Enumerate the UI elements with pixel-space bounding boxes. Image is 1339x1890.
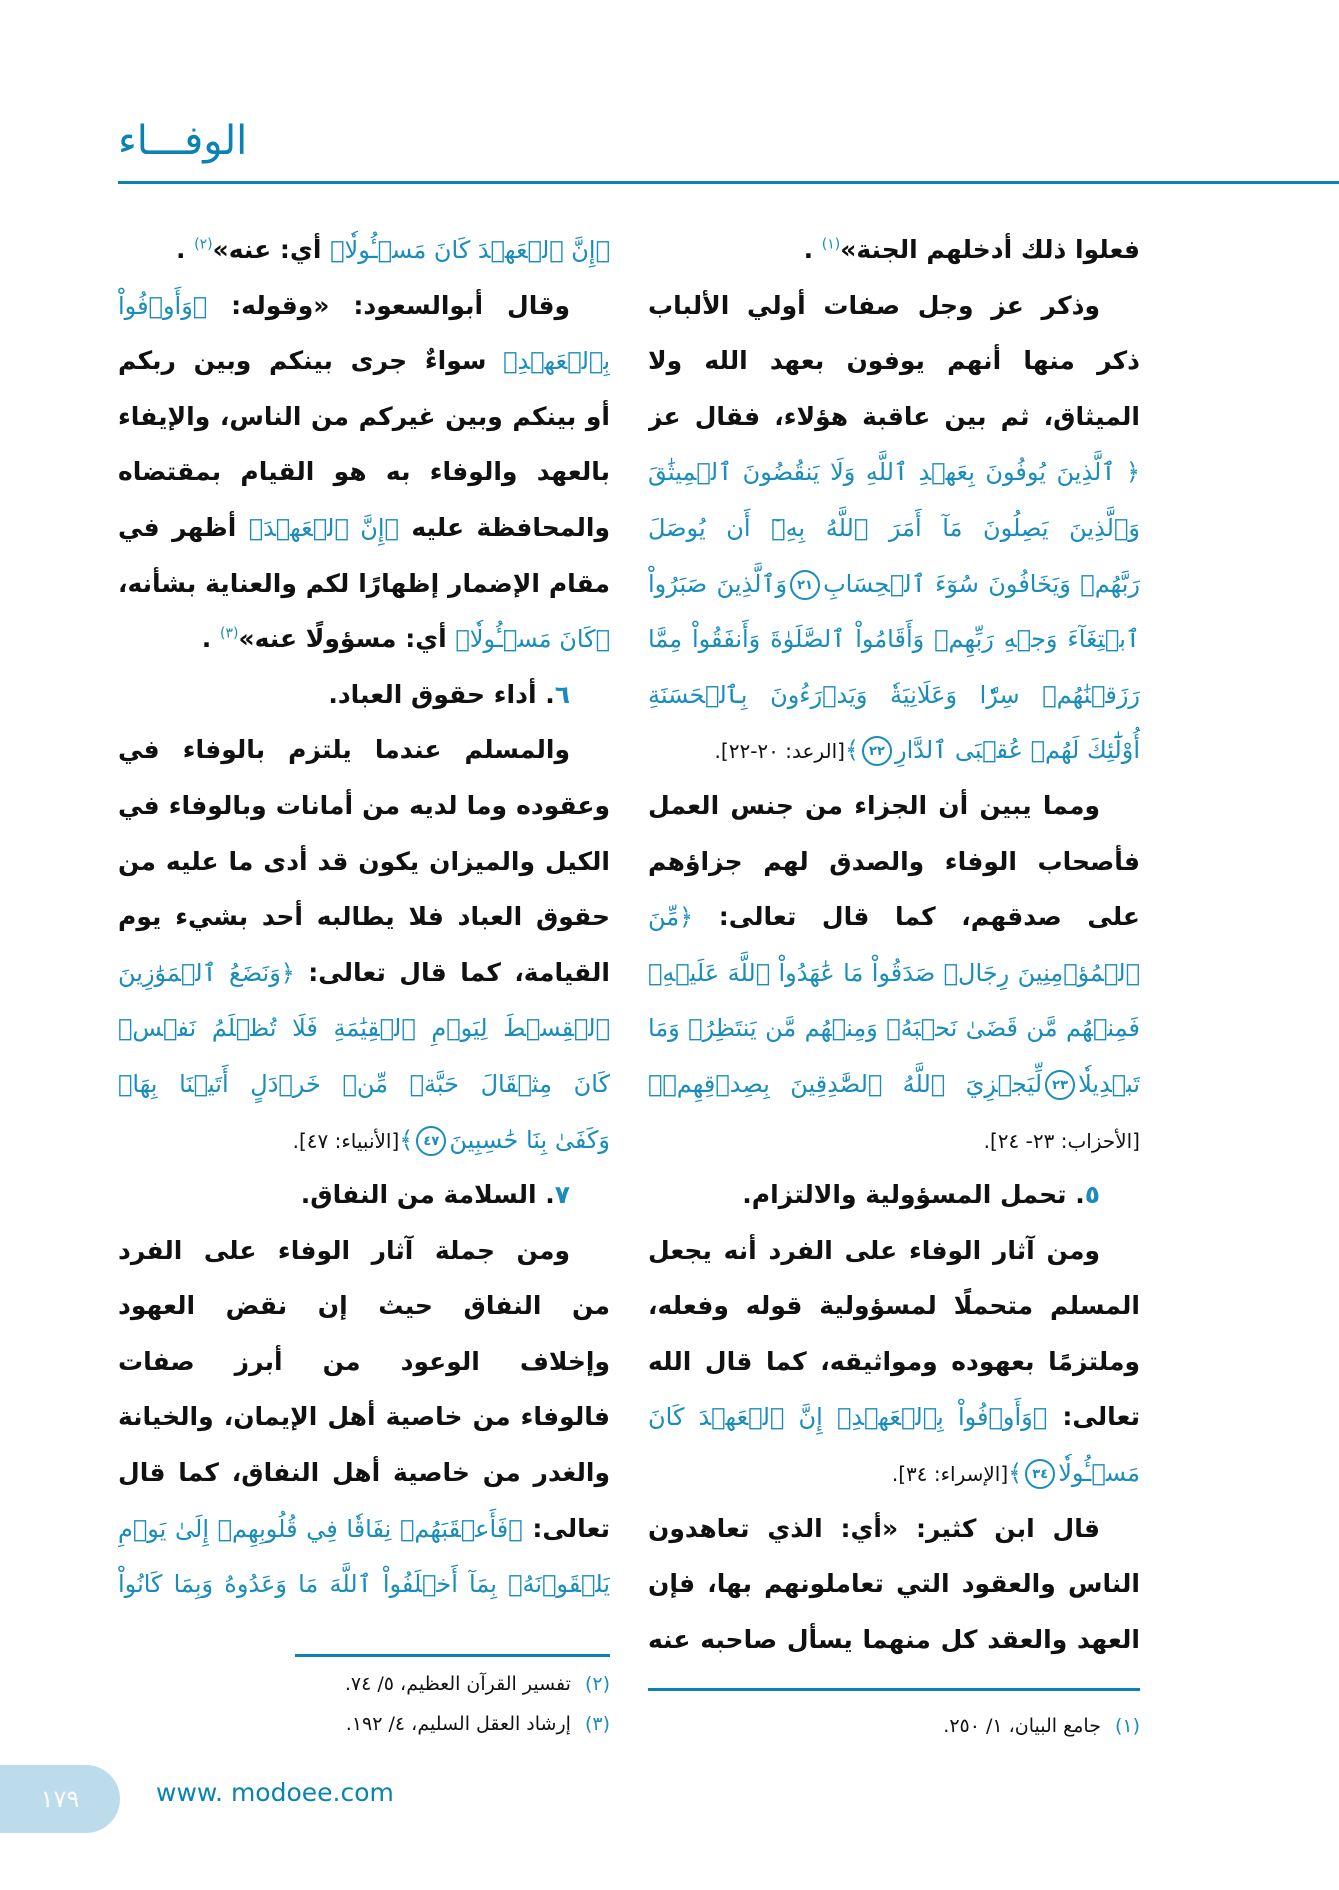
section-number: ٥: [1084, 1180, 1100, 1210]
body-text: من النفاق حيث إن نقض العهود: [118, 1291, 610, 1321]
text-line: [648, 278, 1140, 334]
footnotes-left: [118, 1664, 610, 1744]
quran-text: رَزَقۡنَٰهُمۡ سِرّٗا وَعَلَانِيَةٗ وَيَدۡرَءُونَ بِٱلۡحَسَنَةِ: [648, 680, 1140, 709]
text-line: [648, 556, 1140, 612]
body-text: العهد والعقد كل منهما يسأل صاحبه عنه: [648, 1624, 1140, 1654]
quran-text: يَلۡقَوۡنَهُۥ بِمَآ أَخۡلَفُواْ ٱللَّهَ مَا وَعَدُوهُ وَبِمَا كَانُواْ: [118, 1570, 610, 1599]
section-number: ٧: [554, 1180, 570, 1210]
body-text: المسلم متحملًا لمسؤولية قوله وفعله،: [648, 1291, 1140, 1321]
text-line: [648, 667, 1140, 723]
header-divider: [118, 181, 1339, 184]
body-text: مقام الإضمار إظهارًا لكم والعناية بشأنه،: [118, 568, 610, 598]
body-text: فأصحاب الوفاء والصدق لهم جزاؤهم: [648, 846, 1140, 876]
text-line: [648, 1056, 1140, 1112]
quran-text: ﴿مِّنَ: [648, 903, 694, 932]
footnote-marker[interactable]: (١): [821, 236, 841, 253]
text-line: [118, 778, 610, 834]
chapter-title: الوفـــاء: [118, 118, 248, 164]
text-line: [648, 1556, 1140, 1612]
page-number: ١٧٩: [40, 1785, 80, 1813]
verse-reference: [الرعد: ٢٠-٢٢].: [714, 739, 845, 764]
text-line: [648, 1389, 1140, 1445]
quran-text: تَبۡدِيلٗا: [1078, 1069, 1140, 1098]
verse-reference: [الإسراء: ٣٤].: [891, 1462, 1009, 1487]
quran-text: ﴿إِنَّ ٱلۡعَهۡدَ كَانَ مَسۡـُٔولٗا﴾: [330, 236, 610, 264]
quran-text: أُوْلَٰٓئِكَ لَهُمۡ عُقۡبَى ٱلدَّارِ: [894, 736, 1140, 765]
text-line: [118, 611, 610, 667]
footnote-text: جامع البيان، ١/ ٢٥٠.: [943, 1715, 1101, 1737]
text-line: [118, 1556, 610, 1612]
body-text: ومن آثار الوفاء على الفرد أنه يجعل: [648, 1235, 1100, 1265]
text-line: [118, 500, 610, 556]
text-line: [118, 1223, 610, 1279]
body-text: ذكر منها أنهم يوفون بعهد الله ولا: [648, 346, 1140, 376]
body-text: ومما يبين أن الجزاء من جنس العمل: [648, 790, 1100, 820]
footnote-marker[interactable]: (٣): [220, 625, 239, 642]
website-url[interactable]: www. modoee.com: [156, 1778, 394, 1807]
body-text: . السلامة من النفاق.: [300, 1180, 555, 1210]
footnote-number: (١): [1114, 1715, 1140, 1737]
text-line: [648, 1612, 1140, 1668]
body-text: أظهر في: [118, 512, 249, 542]
body-text: القيامة، كما قال تعالى:: [294, 957, 610, 987]
footnote: [648, 1706, 1140, 1746]
text-line: [118, 222, 610, 278]
text-line: [648, 389, 1140, 445]
ayah-number-marker: ٣٤: [1025, 1459, 1055, 1489]
text-line: [648, 500, 1140, 556]
text-line: [118, 278, 610, 334]
body-text: الكيل والميزان يكون قد أدى ما عليه من: [118, 846, 610, 876]
verse-reference: [الأحزاب: ٢٣- ٢٤].: [983, 1128, 1140, 1153]
quran-text: ﴿وَنَضَعُ ٱلۡمَوَٰزِينَ: [118, 958, 295, 987]
body-text: .: [175, 235, 195, 264]
quran-text: ﴾: [1008, 1459, 1023, 1488]
footnote-text: إرشاد العقل السليم، ٤/ ١٩٢.: [345, 1713, 571, 1735]
quran-text: كَانَ مِثۡقَالَ حَبَّةٖ مِّنۡ خَرۡدَلٍ أَتَيۡنَا بِهَاۗ: [118, 1069, 610, 1098]
text-line: [648, 1223, 1140, 1279]
quran-text: ﴿وَأَوۡفُواْ: [118, 291, 208, 320]
footnote-number: (٣): [584, 1713, 610, 1735]
section-heading: [648, 1167, 1140, 1223]
body-text: وملتزمًا بعهوده ومواثيقه، كما قال الله: [648, 1346, 1140, 1376]
footnotes-right: [648, 1706, 1140, 1746]
ayah-number-marker: ٤٧: [416, 1126, 446, 1156]
body-text: . تحمل المسؤولية والالتزام.: [742, 1180, 1085, 1210]
body-text: .: [803, 235, 822, 264]
text-line: [648, 945, 1140, 1001]
section-heading: [118, 667, 610, 723]
quran-text: ﴿ ٱلَّذِينَ يُوفُونَ بِعَهۡدِ ٱللَّهِ وَلَا يَنقُضُونَ ٱلۡمِيثَٰقَ: [648, 458, 1140, 487]
text-line: [648, 444, 1140, 500]
text-line: [648, 834, 1140, 890]
left-text-column: [118, 222, 610, 1612]
footnote-number: (٢): [584, 1673, 610, 1695]
body-text: والمسلم عندما يلتزم بالوفاء في: [118, 735, 570, 765]
section-number: ٦: [554, 679, 570, 709]
body-text: حقوق العباد فلا يطالبه أحد بشيء يوم: [118, 902, 610, 932]
verse-reference: [الأنبياء: ٤٧].: [292, 1128, 400, 1153]
body-text: سواءٌ جرى بينكم وبين ربكم: [118, 346, 487, 376]
text-line: [118, 1112, 610, 1168]
body-text: بالعهد والوفاء به هو القيام بمقتضاه: [118, 457, 610, 487]
quran-text: وَٱلَّذِينَ يَصِلُونَ مَآ أَمَرَ ٱللَّهُ بِهِۦٓ أَن يُوصَلَ: [648, 513, 1140, 542]
body-text: على صدقهم، كما قال تعالى:: [693, 902, 1140, 932]
text-line: [648, 333, 1140, 389]
body-text: والمحافظة عليه: [398, 512, 610, 542]
footnote-divider-left: [295, 1654, 610, 1657]
text-line: [118, 945, 610, 1001]
quran-text: لِّيَجۡزِيَ ٱللَّهُ ٱلصَّٰدِقِينَ بِصِدۡقِهِمۡ﴾: [648, 1069, 1043, 1098]
body-text: فالوفاء من خاصية أهل الإيمان، والخيانة: [118, 1402, 610, 1432]
body-text: والغدر من خاصية أهل النفاق، كما قال: [118, 1458, 610, 1488]
footnote-text: تفسير القرآن العظيم، ٥/ ٧٤.: [344, 1673, 571, 1695]
footnote-marker[interactable]: (٢): [194, 236, 213, 253]
text-line: [118, 1501, 610, 1557]
body-text: وقال أبوالسعود: «وقوله:: [207, 290, 570, 320]
text-line: [118, 389, 610, 445]
text-line: [648, 1445, 1140, 1501]
text-line: [118, 1056, 610, 1112]
body-text: وذكر عز وجل صفات أولي الألباب: [648, 290, 1100, 320]
body-text: ومن جملة آثار الوفاء على الفرد: [118, 1235, 570, 1265]
text-line: [118, 556, 610, 612]
body-text: . أداء حقوق العباد.: [328, 679, 555, 709]
text-line: [118, 1334, 610, 1390]
text-line: [648, 722, 1140, 778]
quran-text: ﴿فَأَعۡقَبَهُمۡ نِفَاقٗا فِي قُلُوبِهِمۡ إِلَىٰ يَوۡمِ: [118, 1514, 523, 1543]
text-line: [648, 611, 1140, 667]
quran-text: ﴿إِنَّ ٱلۡعَهۡدَ﴾: [248, 513, 399, 542]
body-text: أي: مسؤولًا عنه»: [238, 624, 456, 654]
quran-text: ﴿وَأَوۡفُواْ بِٱلۡعَهۡدِۖ إِنَّ ٱلۡعَهۡدَ كَانَ: [648, 1403, 1048, 1432]
quran-text: ٱبۡتِغَآءَ وَجۡهِ رَبِّهِمۡ وَأَقَامُواْ ٱلصَّلَوٰةَ وَأَنفَقُواْ مِمَّا: [648, 625, 1140, 654]
page-number-badge: [0, 1765, 120, 1833]
quran-text: رَبَّهُمۡ وَيَخَافُونَ سُوٓءَ ٱلۡحِسَابِ: [823, 569, 1140, 598]
text-line: [648, 1000, 1140, 1056]
quran-text: ٱلۡمُؤۡمِنِينَ رِجَالٞ صَدَقُواْ مَا عَٰهَدُواْ ٱللَّهَ عَلَيۡهِۖ: [648, 958, 1140, 987]
text-line: [648, 1112, 1140, 1168]
text-line: [648, 1501, 1140, 1557]
body-text: وإخلاف الوعود من أبرز صفات: [118, 1346, 610, 1376]
text-line: [118, 889, 610, 945]
quran-text: ﴾: [399, 1125, 414, 1154]
ayah-number-marker: ٢٢: [862, 736, 892, 766]
text-line: [648, 222, 1140, 278]
text-line: [118, 1445, 610, 1501]
quran-text: ٱلۡقِسۡطَ لِيَوۡمِ ٱلۡقِيَٰمَةِ فَلَا تُظۡلَمُ نَفۡسٞ: [118, 1014, 610, 1043]
body-text: .: [201, 624, 220, 654]
footnote: [118, 1704, 610, 1744]
body-text: تعالى:: [522, 1513, 610, 1543]
quran-text: وَٱلَّذِينَ صَبَرُواْ: [648, 569, 788, 598]
body-text: الناس والعقود التي تعاملونهم بها، فإن: [648, 1569, 1140, 1599]
quran-text: ﴿كَانَ مَسۡـُٔولٗا﴾: [455, 625, 610, 654]
body-text: وعقوده وما لديه من أمانات وبالوفاء في: [118, 790, 610, 820]
text-line: [118, 722, 610, 778]
ayah-number-marker: ٢١: [790, 570, 820, 600]
body-text: أو بينكم وبين غيركم من الناس، والإيفاء: [118, 401, 610, 431]
text-line: [118, 1000, 610, 1056]
text-line: [118, 1389, 610, 1445]
text-line: [118, 834, 610, 890]
section-heading: [118, 1167, 610, 1223]
text-line: [648, 889, 1140, 945]
quran-text: ﴾: [844, 736, 859, 765]
text-line: [648, 1278, 1140, 1334]
text-line: [118, 444, 610, 500]
quran-text: فَمِنۡهُم مَّن قَضَىٰ نَحۡبَهُۥ وَمِنۡهُم مَّن يَنتَظِرُۖ وَمَا: [648, 1014, 1140, 1043]
quran-text: بِٱلۡعَهۡدِ﴾: [486, 347, 610, 376]
text-line: [118, 1278, 610, 1334]
text-line: [648, 1334, 1140, 1390]
ayah-number-marker: ٢٣: [1045, 1070, 1075, 1100]
footnote-divider-right: [648, 1688, 1140, 1691]
body-text: قال ابن كثير: «أي: الذي تعاهدون: [648, 1513, 1100, 1543]
footnote: [118, 1664, 610, 1704]
text-line: [648, 778, 1140, 834]
quran-text: وَكَفَىٰ بِنَا حَٰسِبِينَ: [449, 1125, 610, 1154]
body-text: تعالى:: [1047, 1402, 1140, 1432]
text-line: [118, 333, 610, 389]
body-text: أي: عنه»: [212, 235, 331, 264]
body-text: فعلوا ذلك أدخلهم الجنة»: [840, 235, 1140, 264]
right-text-column: [648, 222, 1140, 1667]
quran-text: مَسۡـُٔولٗا: [1058, 1459, 1140, 1488]
body-text: الميثاق، ثم بين عاقبة هؤلاء، فقال عز: [648, 401, 1140, 431]
